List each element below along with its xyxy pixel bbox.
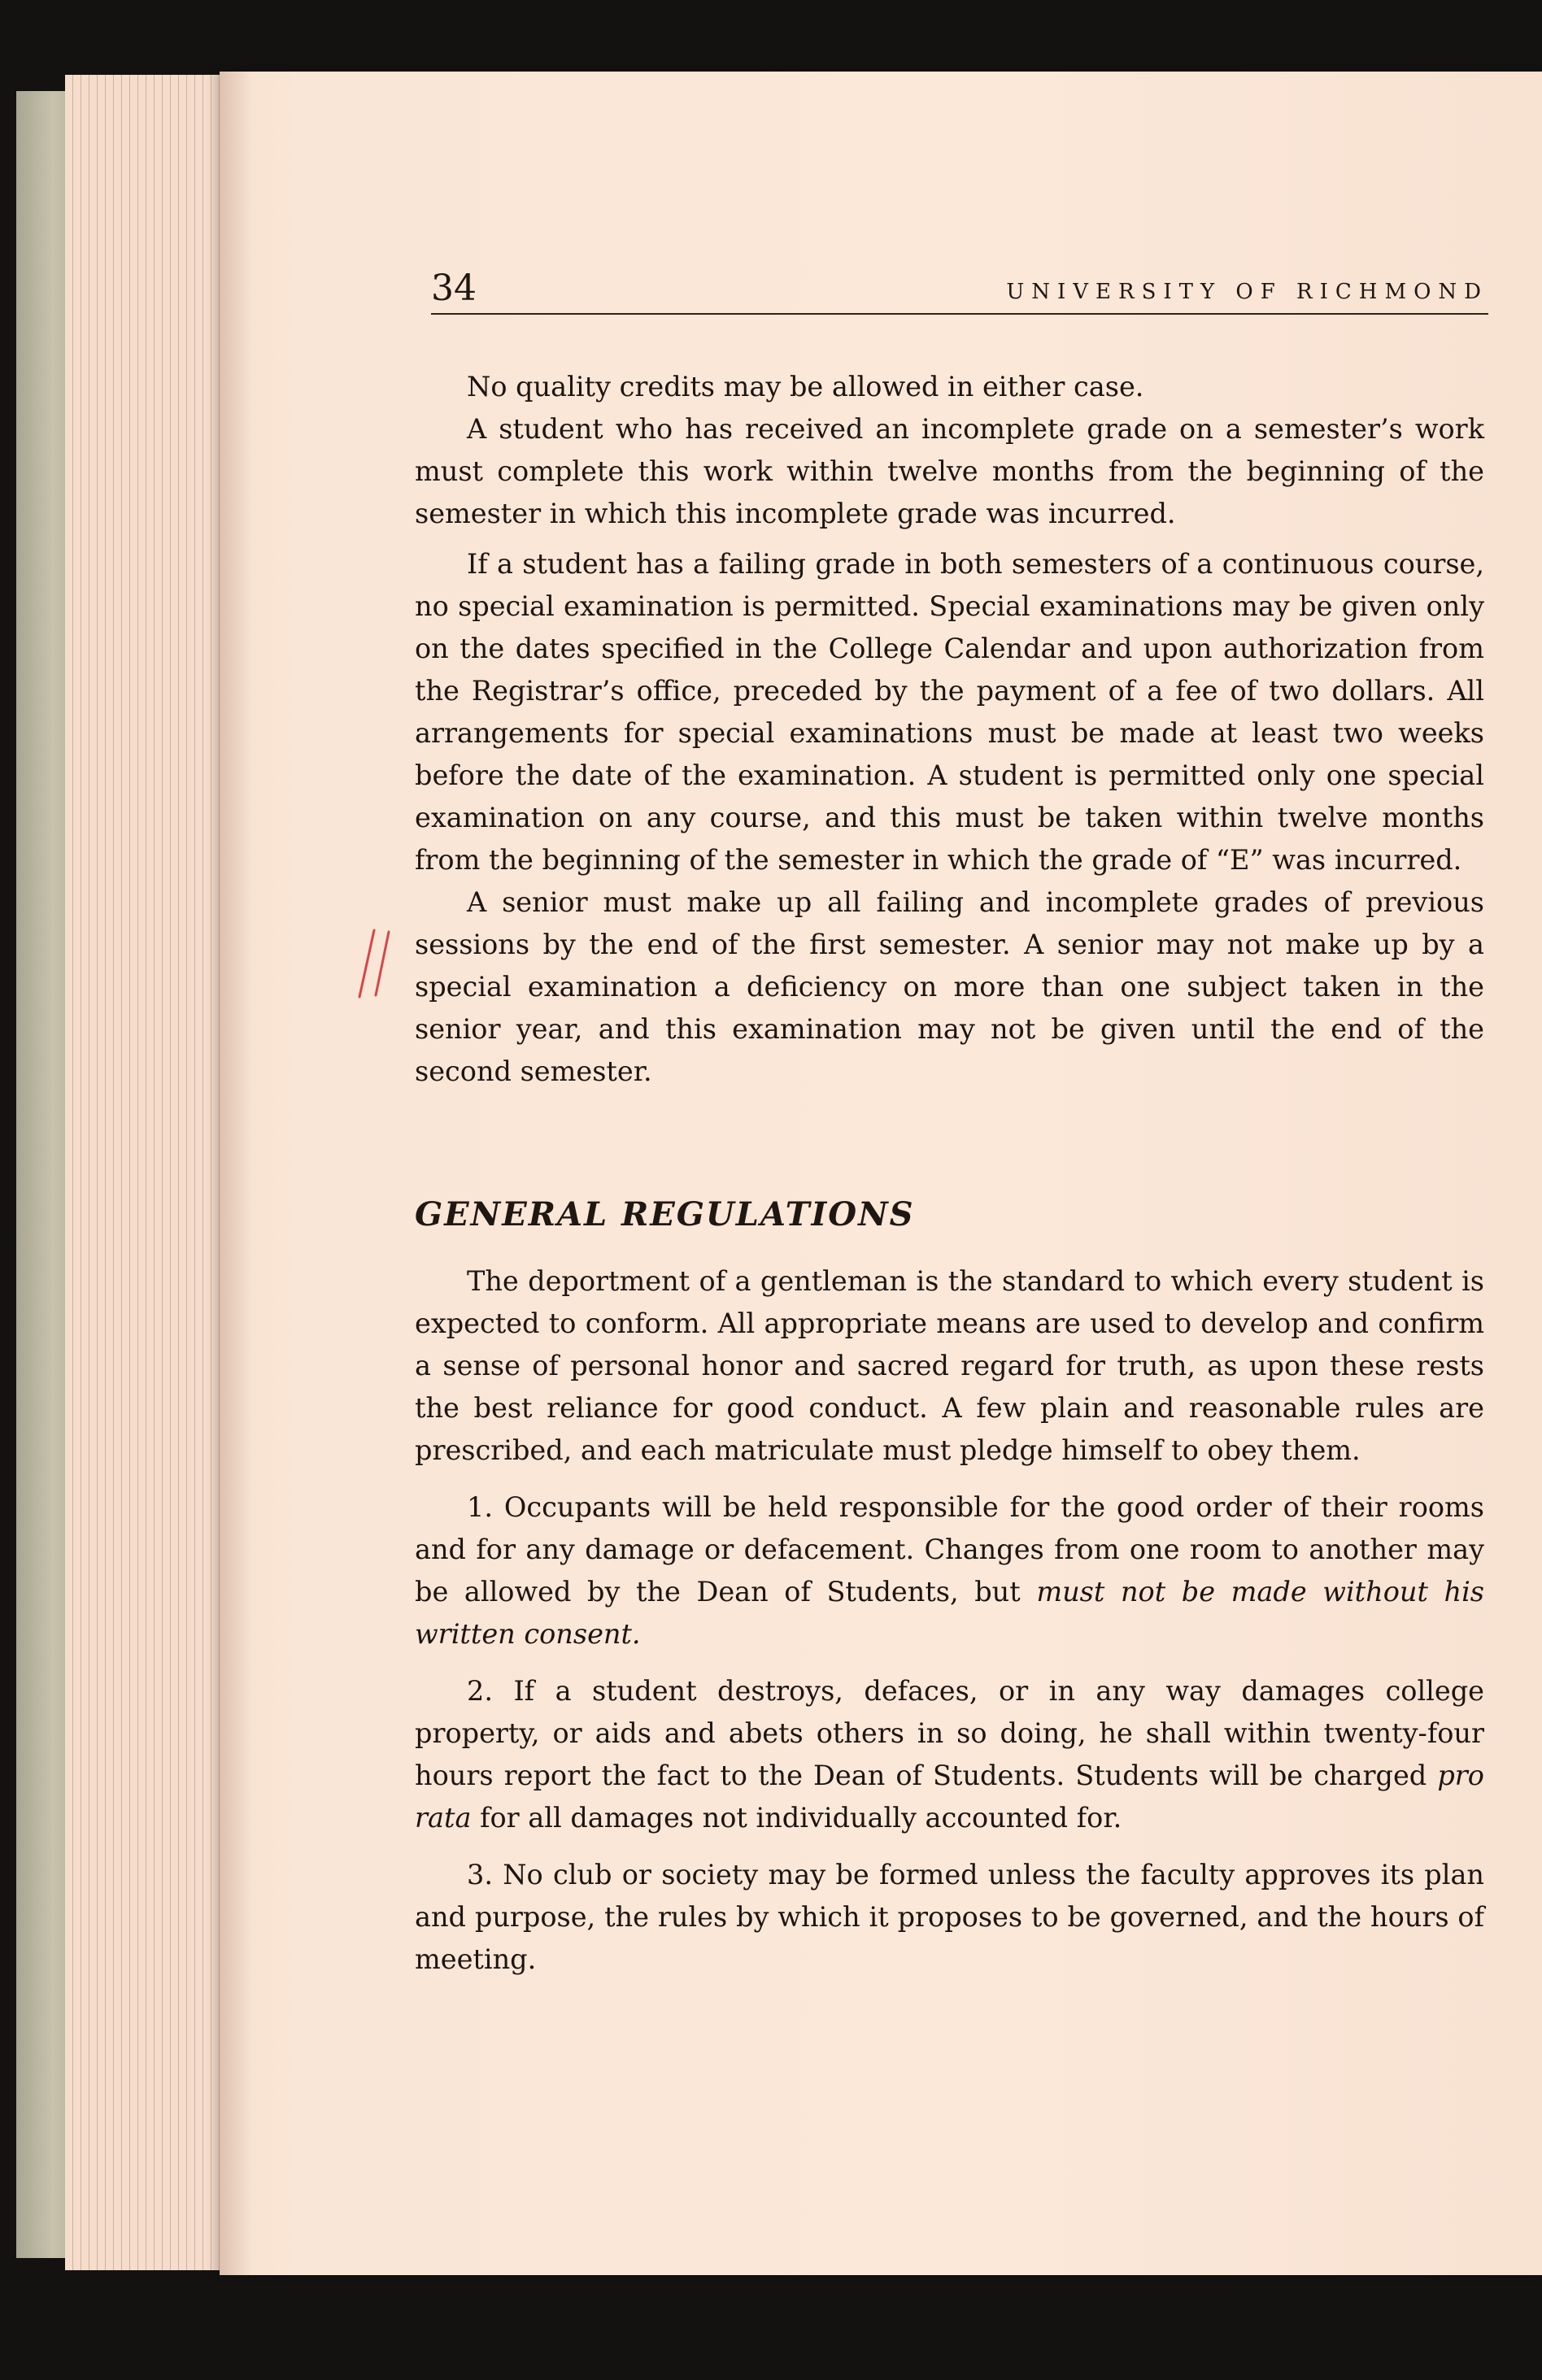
rule-2-emphasis: pro rata [415, 1760, 1484, 1834]
rule-1-emphasis: must not be made without his written consent. [415, 1576, 1484, 1650]
body-text-top [415, 366, 1484, 1093]
paragraph-senior-requirements: A senior must make up all failing and incomplete grades of previous sessions by the end of the first semester. A senior may not make up by a special examination a deficiency on more than one subject taken in the senior year, and this examination may not be given until the end of the second semester. [415, 886, 1484, 1087]
page-number: 34 [431, 268, 477, 309]
rule-2-text-a: 2. If a student destroys, defaces, or in any way damages college property, or aids and abets others in so doing, he shall within twenty-four hours report the fact to the Dean of Students. Students will be charged [415, 1675, 1484, 1791]
section-heading-general-regulations: GENERAL REGULATIONS [415, 1195, 915, 1234]
paragraph-deportment: The deportment of a gentleman is the standard to which every student is expected to conform. All appropriate means are used to develop and confirm a sense of personal honor and sacred regard for truth, as upon these rests the best reliance for good conduct. A few plain and reasonable rules are prescribed, and each matriculate must pledge himself to obey them. [415, 1265, 1484, 1466]
rule-item-1 [415, 1486, 1484, 1656]
handwritten-double-slash-icon [351, 927, 400, 1000]
page-edge-stack [65, 75, 228, 2270]
running-head [431, 264, 1488, 313]
body-text-regulations [415, 1260, 1484, 1981]
paragraph-incomplete-grade: A student who has received an incomplete grade on a semester’s work must complete this work within twelve months from the beginning of the semester in which this incomplete grade was incurred. [415, 413, 1484, 529]
paragraph-special-examinations: If a student has a failing grade in both semesters of a continuous course, no special examination is permitted. Special examinations may be given only on the dates specified in the College Calendar and upon authorization from the Registrar’s office, preceded by the payment of a fee of two dollars. All arrangements for special examinations must be made at least two weeks before the date of the examination. A student is permitted only one special examination on any course, and this must be taken within twelve months from the beginning of the semester in which the grade of “E” was incurred. [415, 548, 1484, 876]
rule-1-text: 1. Occupants will be held responsible for the good order of their rooms and for any damage or defacement. Changes from one room to another may be allowed by the Dean of Students, but [415, 1491, 1484, 1608]
rule-item-3: 3. No club or society may be formed unless the faculty approves its plan and purpose, the rules by which it proposes to be governed, and the hours of meeting. [415, 1859, 1484, 1975]
rule-item-2 [415, 1670, 1484, 1839]
paragraph-quality-credits: No quality credits may be allowed in either case. [467, 371, 1144, 402]
header-rule [431, 313, 1488, 315]
running-title: UNIVERSITY OF RICHMOND [1006, 280, 1488, 304]
rule-2-text-b: for all damages not individually accounted for. [480, 1802, 1122, 1834]
spine-shadow [220, 72, 252, 2275]
